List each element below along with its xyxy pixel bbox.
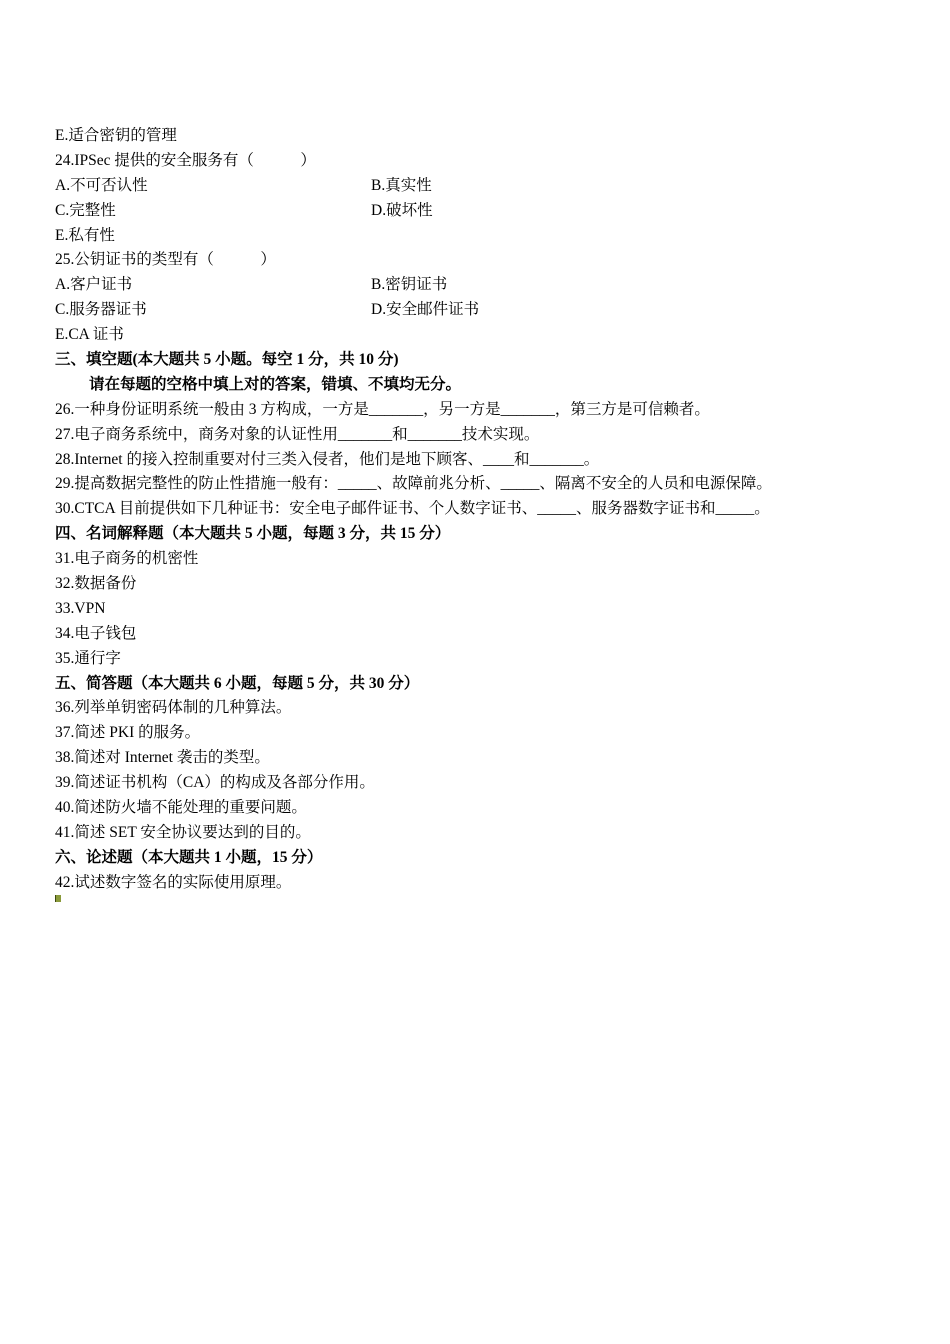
line-text: A.不可否认性 [55, 176, 148, 194]
text-line [55, 696, 915, 721]
section-heading [55, 522, 915, 547]
text-line [55, 547, 915, 572]
line-text: 三、填空题(本大题共 5 小题。每空 1 分，共 10 分) [55, 351, 399, 369]
option-text: B.真实性 [371, 176, 432, 194]
line-text: 41.简述 SET 安全协议要达到的目的。 [55, 823, 311, 841]
option-text: D.安全邮件证书 [371, 301, 480, 319]
text-line [55, 124, 915, 149]
text-line [55, 572, 915, 597]
text-line [55, 273, 915, 298]
section-heading [55, 846, 915, 871]
line-text: 请在每题的空格中填上对的答案，错填、不填均无分。 [89, 375, 462, 393]
text-line [55, 398, 915, 423]
option-text: B.密钥证书 [371, 276, 448, 294]
line-text: C.服务器证书 [55, 301, 147, 319]
text-line [55, 323, 915, 348]
section-heading [55, 373, 915, 398]
section-heading [55, 348, 915, 373]
line-text: 38.简述对 Internet 袭击的类型。 [55, 749, 270, 767]
line-text: C.完整性 [55, 201, 116, 219]
line-text: 30.CTCA 目前提供如下几种证书：安全电子邮件证书、个人数字证书、_____、服务器数字证书和_____。 [55, 500, 770, 518]
line-text: 25.公钥证书的类型有（ ） [55, 251, 276, 269]
text-line [55, 248, 915, 273]
document-body [55, 124, 915, 896]
line-text: 27.电子商务系统中，商务对象的认证性用_______和_______技术实现。 [55, 425, 540, 443]
text-line [55, 149, 915, 174]
text-line [55, 497, 915, 522]
text-line [55, 796, 915, 821]
line-text: E.私有性 [55, 226, 115, 244]
text-line [55, 721, 915, 746]
line-text: 40.简述防火墙不能处理的重要问题。 [55, 799, 307, 817]
line-text: 35.通行字 [55, 649, 121, 667]
line-text: E.适合密钥的管理 [55, 127, 177, 144]
text-line [55, 199, 915, 224]
line-text: 33.VPN [55, 599, 106, 617]
line-text: 五、简答题（本大题共 6 小题，每题 5 分，共 30 分） [55, 674, 420, 692]
text-line [55, 448, 915, 473]
section-heading [55, 672, 915, 697]
line-text: 28.Internet 的接入控制重要对付三类入侵者，他们是地下顾客、____和_______。 [55, 450, 600, 468]
line-text: E.CA 证书 [55, 326, 124, 344]
line-text: 32.数据备份 [55, 575, 137, 593]
line-text: 36.列举单钥密码体制的几种算法。 [55, 699, 292, 717]
text-line [55, 597, 915, 622]
line-text: A.客户证书 [55, 276, 133, 294]
text-line [55, 647, 915, 672]
line-text: 39.简述证书机构（CA）的构成及各部分作用。 [55, 774, 375, 792]
line-text: 37.简述 PKI 的服务。 [55, 724, 201, 742]
text-line [55, 871, 915, 896]
line-text: 42.试述数字签名的实际使用原理。 [55, 873, 292, 891]
text-line [55, 174, 915, 199]
page-end-marker [55, 895, 61, 902]
line-text: 六、论述题（本大题共 1 小题，15 分） [55, 848, 323, 866]
line-text: 四、名词解释题（本大题共 5 小题，每题 3 分，共 15 分） [55, 525, 451, 543]
text-line [55, 298, 915, 323]
line-text: 34.电子钱包 [55, 624, 137, 642]
text-line [55, 423, 915, 448]
text-line [55, 224, 915, 249]
text-line [55, 771, 915, 796]
text-line [55, 472, 915, 497]
line-text: 24.IPSec 提供的安全服务有（ ） [55, 151, 316, 169]
line-text: 26.一种身份证明系统一般由 3 方构成，一方是_______，另一方是_______，第三方是可信赖者。 [55, 400, 710, 418]
option-text: D.破坏性 [371, 201, 433, 219]
line-text: 31.电子商务的机密性 [55, 550, 199, 568]
text-line [55, 746, 915, 771]
text-line [55, 821, 915, 846]
line-text: 29.提高数据完整性的防止性措施一般有：_____、故障前兆分析、_____、隔离不安全的人员和电源保障。 [55, 475, 772, 493]
text-line [55, 622, 915, 647]
